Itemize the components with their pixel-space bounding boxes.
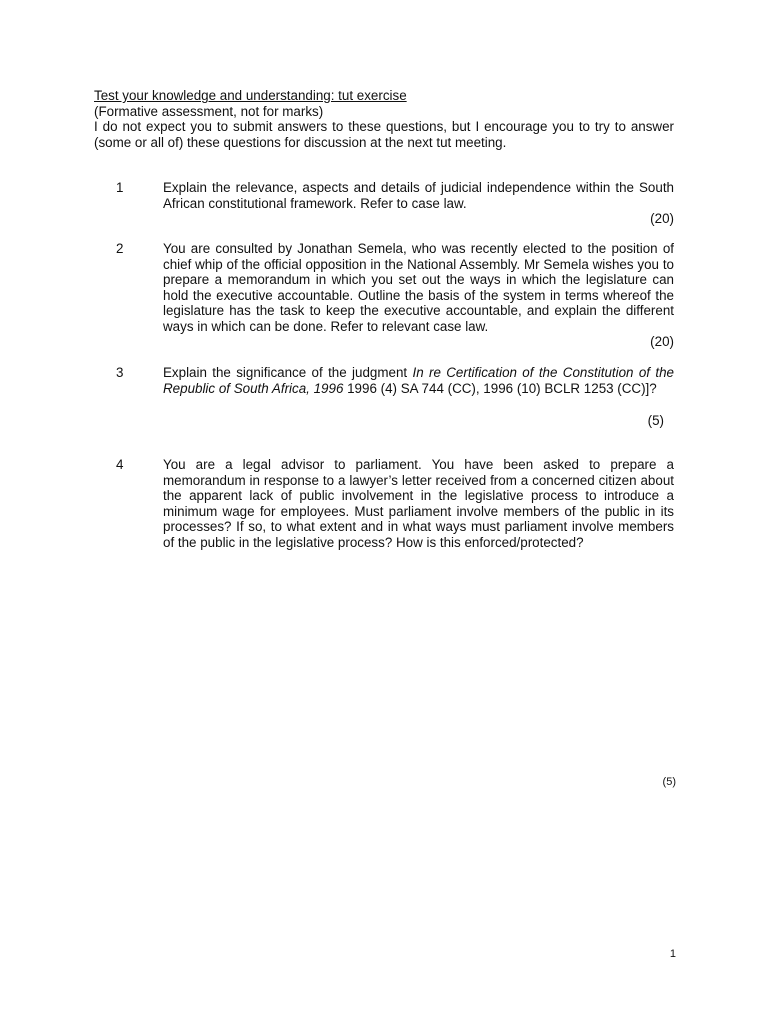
intro-block	[94, 88, 674, 150]
question-number: 4	[116, 457, 124, 472]
question-text-tail: 1996 (4) SA 744 (CC), 1996 (10) BCLR 1253 (CC)]?	[343, 380, 657, 396]
question-text: You are consulted by Jonathan Semela, who was recently elected to the position of chief whip of the official opposition in the National Assembly. Mr Semela wishes you to prepare a memorandum in which you set out the ways in which the legislature can hold the executive accountable. Outline the basis of the system in terms whereof the legislature has the task to keep the executive accountable, and explain the different ways in which can be done. Refer to relevant case law.	[163, 241, 674, 334]
question-text-lead: Explain the significance of the judgment	[163, 365, 413, 380]
question-text	[163, 365, 674, 396]
question-marks: (5)	[647, 413, 664, 428]
exercise-title: Test your knowledge and understanding: tut exercise	[94, 88, 407, 103]
question-number: 3	[116, 365, 124, 380]
question-3	[94, 365, 674, 429]
instruction-text: I do not expect you to submit answers to these questions, but I encourage you to try to answer (some or all of) these questions for discussion at the next tut meeting.	[94, 119, 674, 150]
question-1	[94, 180, 674, 227]
question-4-marks: (5)	[662, 776, 676, 788]
question-number: 1	[116, 180, 124, 195]
question-number: 2	[116, 241, 124, 256]
question-text: You are a legal advisor to parliament. You have been asked to prepare a memorandum in response to a lawyer’s letter received from a concerned citizen about the apparent lack of public involvement in the legislative process to introduce a minimum wage for employees. Must parliament involve members of the public in its processes? If so, to what extent and in what ways must parliament involve members of the public in the legislative process? How is this enforced/protected?	[163, 457, 674, 550]
question-2	[94, 241, 674, 350]
case-citation: In re Certification of the Constitution of the Republic of South Africa, 1996	[163, 365, 674, 396]
page-number: 1	[669, 948, 676, 960]
question-marks: (20)	[650, 211, 674, 226]
question-marks: (20)	[650, 334, 674, 349]
question-4	[94, 457, 674, 550]
assessment-note: (Formative assessment, not for marks)	[94, 103, 324, 119]
question-text: Explain the relevance, aspects and details of judicial independence within the South African constitutional framework. Refer to case law.	[163, 180, 674, 211]
